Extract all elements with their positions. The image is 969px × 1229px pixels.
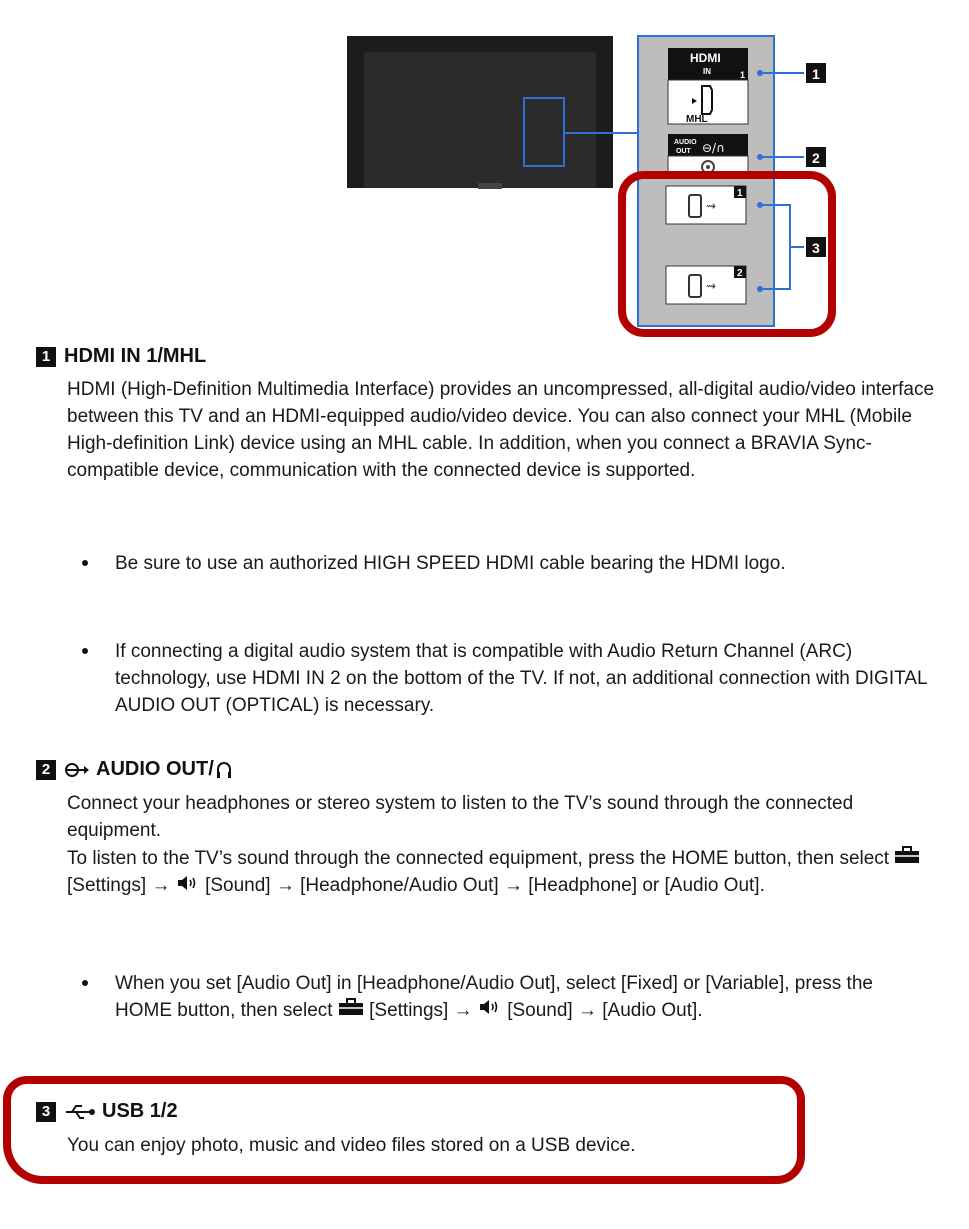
- section-1-heading: [36, 345, 206, 368]
- section-2-bullet-1: [80, 970, 935, 1024]
- tv-stand-notch: [478, 183, 502, 189]
- speaker-sound-icon: [478, 997, 502, 1024]
- headphone-icon: [216, 760, 232, 780]
- svg-text:1: 1: [737, 188, 743, 199]
- section-3-title: USB 1/2: [102, 1100, 178, 1122]
- svg-text:3: 3: [812, 240, 820, 256]
- section-2-body-2-b: [Settings] →: [67, 875, 171, 897]
- section-number-3: 3: [36, 1102, 56, 1122]
- section-3-body: You can enjoy photo, music and video files stored on a USB device.: [67, 1135, 636, 1156]
- svg-text:2: 2: [737, 268, 743, 279]
- section-2-heading: [36, 758, 238, 781]
- section-2-body-2-c: [Sound] → [Headphone/Audio Out] → [Headphone] or [Audio Out].: [205, 875, 765, 897]
- section-2-bullet-c: [Sound] → [Audio Out].: [507, 1000, 703, 1021]
- svg-text:1: 1: [740, 70, 746, 80]
- svg-text:⇝: ⇝: [706, 279, 717, 293]
- tv-connection-diagram: [0, 0, 969, 340]
- settings-toolbox-icon: [894, 845, 920, 872]
- section-number-1: 1: [36, 347, 56, 367]
- settings-toolbox-icon: [338, 997, 364, 1024]
- section-3-heading: [36, 1100, 178, 1123]
- svg-text:2: 2: [812, 150, 820, 166]
- tv-back-inner: [364, 52, 596, 188]
- svg-text:AUDIO: AUDIO: [674, 139, 697, 146]
- section-2-bullet-b: [Settings] →: [369, 1000, 473, 1021]
- section-1-bullet-1: Be sure to use an authorized HIGH SPEED HDMI cable bearing the HDMI logo.: [80, 550, 935, 577]
- section-2-title: AUDIO OUT/: [96, 758, 214, 780]
- section-2-body-2-a: To listen to the TV’s sound through the connected equipment, press the HOME button, then select: [67, 848, 890, 869]
- svg-text:MHL: MHL: [686, 114, 708, 125]
- svg-text:OUT: OUT: [676, 148, 691, 155]
- section-number-2: 2: [36, 760, 56, 780]
- svg-text:HDMI: HDMI: [690, 51, 721, 65]
- speaker-sound-icon: [176, 873, 200, 900]
- section-2-bullet-a: When you set [Audio Out] in [Headphone/Audio Out], select [Fixed] or [Variable], press the HOME button, then select: [115, 973, 873, 1021]
- section-1-title: HDMI IN 1/MHL: [64, 345, 207, 367]
- hdmi-port: [668, 48, 748, 125]
- usb-section-highlight: [3, 1076, 805, 1184]
- headphone-output-icon: [64, 760, 90, 780]
- usb-icon: [64, 1103, 96, 1121]
- svg-text:⇝: ⇝: [706, 199, 717, 213]
- usb-port-1: [666, 186, 746, 224]
- section-2-body-1: Connect your headphones or stereo system to listen to the TV’s sound through the connected equipment.: [67, 793, 854, 841]
- svg-text:1: 1: [812, 66, 820, 82]
- usb-port-2: [666, 266, 746, 304]
- section-1-body: HDMI (High-Definition Multimedia Interface) provides an uncompressed, all-digital audio/video interface between this TV and an HDMI-equipped audio/video device. You can also connect your MHL (Mobile High-definition Link) device using an MHL cable. In addition, when you connect a BRAVIA Sync-compatible device, communication with the connected device is supported.: [67, 379, 935, 481]
- svg-text:IN: IN: [703, 67, 711, 76]
- svg-text:⊖/∩: ⊖/∩: [702, 141, 725, 155]
- section-1-bullet-2: If connecting a digital audio system that is compatible with Audio Return Channel (ARC) technology, use HDMI IN 2 on the bottom of the TV. If not, an additional connection with DIGITAL AUDIO OUT (OPTICAL) is necessary.: [80, 638, 935, 719]
- section-2-body-2: [67, 845, 937, 900]
